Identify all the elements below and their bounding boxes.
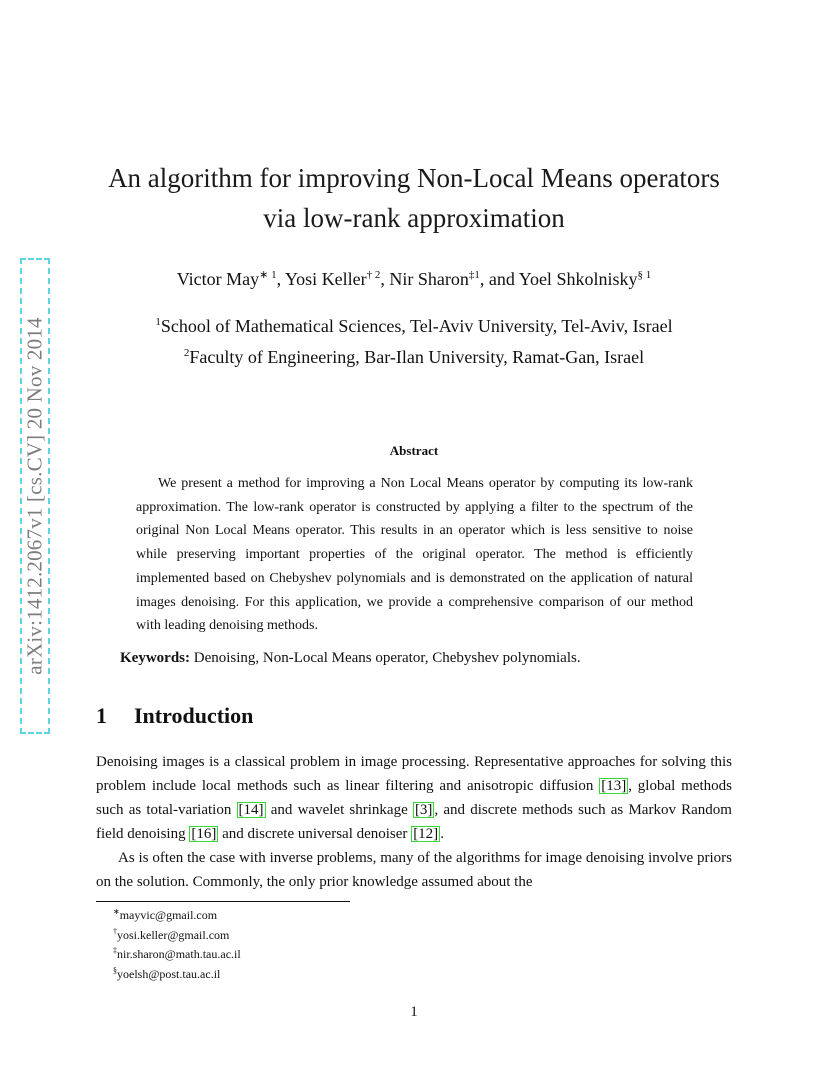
paragraph-text: and discrete universal denoiser	[218, 826, 412, 842]
arxiv-id-text: arXiv:1412.2067v1 [cs.CV] 20 Nov 2014	[22, 317, 47, 675]
footnote-mark: ‡	[113, 946, 117, 955]
author-name: Yosi Keller	[284, 269, 367, 289]
author-name: Yoel Shkolnisky	[518, 269, 638, 289]
citation-link[interactable]: [16]	[191, 826, 217, 842]
title-line-1: An algorithm for improving Non-Local Means operators	[108, 163, 720, 193]
keywords-label: Keywords:	[120, 650, 190, 666]
footnote-email: yosi.keller@gmail.com	[117, 927, 230, 942]
affiliation-mark: 2	[183, 347, 190, 359]
section-heading-introduction	[96, 703, 253, 729]
arxiv-stamp[interactable]	[20, 258, 50, 734]
paper-title	[60, 158, 768, 238]
footnote-mark: †	[113, 926, 117, 936]
citation-link[interactable]: [14]	[238, 802, 264, 818]
paragraph-text: , global methods such as total-variation	[96, 778, 732, 818]
author-name: Nir Sharon	[389, 269, 469, 289]
footnote	[113, 924, 241, 944]
section-title: Introduction	[134, 703, 254, 728]
paragraph: As is often the case with inverse problems, many of the algorithms for image denoising involve priors on the solution. Commonly, the only prior knowledge assumed about the	[96, 850, 732, 890]
author-list	[60, 263, 768, 291]
footnote-email: yoelsh@post.tau.ac.il	[117, 966, 221, 981]
paragraph	[96, 750, 732, 846]
footnote-rule	[96, 901, 350, 902]
title-line-2: via low-rank approximation	[263, 203, 565, 233]
paragraph-text: Denoising images is a classical problem in image processing. Representative approaches for solving this problem include local methods such as linear filtering and anisotropic diffusion	[96, 754, 732, 794]
abstract-heading: Abstract	[389, 443, 439, 458]
footnote-mark: ∗	[113, 907, 120, 916]
citation-link[interactable]: [3]	[414, 802, 433, 818]
author-marks: ‡1	[468, 269, 480, 281]
citation-link[interactable]: [12]	[413, 826, 439, 842]
keywords	[120, 650, 720, 667]
author-marks: ∗ 1	[259, 269, 277, 281]
affiliation-1	[60, 309, 768, 340]
abstract-text: We present a method for improving a Non Local Means operator by computing its low-rank approximation. The low-rank operator is constructed by applying a filter to the spectrum of the original Non Local Means operator. This results in an operator which is less sensitive to noise while preserving important properties of the original operator. The method is efficiently implemented based on Chebyshev polynomials and is demonstrated on the application of natural images denoising. For this application, we provide a comprehensive comparison of our method with leading denoising methods.	[136, 476, 693, 634]
introduction-body	[96, 750, 732, 894]
footnote	[113, 963, 241, 983]
citation-link[interactable]: [13]	[601, 778, 627, 794]
paragraph-text: .	[440, 826, 444, 842]
paragraph-text: , and discrete methods such as Markov Random field denoising	[96, 802, 732, 842]
author-name: Victor May	[176, 269, 260, 289]
page-number: 1	[410, 1004, 418, 1020]
author-marks: † 2	[366, 269, 381, 281]
footnote	[113, 943, 241, 963]
footnotes	[113, 904, 241, 982]
author-separator: , and	[479, 269, 519, 289]
affiliations	[60, 309, 768, 371]
affiliation-text: Faculty of Engineering, Bar-Ilan University, Ramat-Gan, Israel	[189, 347, 645, 367]
footnote-email: mayvic@gmail.com	[119, 908, 218, 922]
author-separator: ,	[276, 269, 285, 289]
affiliation-text: School of Mathematical Sciences, Tel-Aviv University, Tel-Aviv, Israel	[160, 316, 673, 336]
author-separator: ,	[380, 269, 390, 289]
affiliation-mark: 1	[155, 316, 161, 328]
affiliation-2	[60, 340, 768, 371]
footnote-email: nir.sharon@math.tau.ac.il	[117, 947, 241, 961]
footnote-mark: §	[113, 965, 117, 975]
paragraph-text: and wavelet shrinkage	[265, 802, 413, 818]
author-marks: § 1	[637, 269, 652, 281]
keywords-text: Denoising, Non-Local Means operator, Chebyshev polynomials.	[190, 650, 581, 666]
section-number: 1	[96, 703, 107, 728]
footnote	[113, 904, 241, 924]
